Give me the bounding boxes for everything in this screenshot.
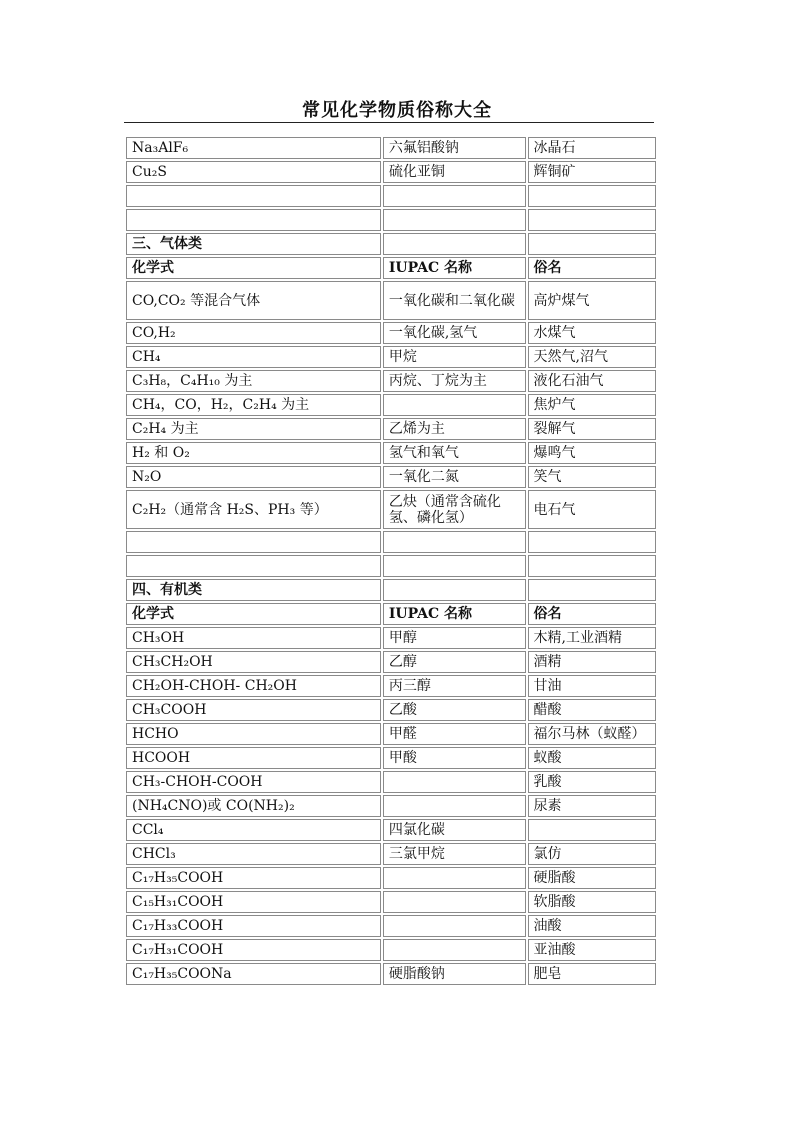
table-row	[126, 675, 656, 697]
table-row	[126, 466, 656, 488]
formula-cell: 化学式	[126, 603, 381, 625]
formula-cell: HCHO	[126, 723, 381, 745]
common-name-cell: 酒精	[528, 651, 656, 673]
table-row	[126, 795, 656, 817]
iupac-name-cell: 一氧化二氮	[383, 466, 526, 488]
iupac-name-cell	[383, 233, 526, 255]
table-row	[126, 747, 656, 769]
iupac-name-cell: 一氧化碳和二氧化碳	[383, 281, 526, 320]
iupac-name-cell: 三氯甲烷	[383, 843, 526, 865]
common-name-cell: 冰晶石	[528, 137, 656, 159]
table-row	[126, 257, 656, 279]
iupac-name-cell: 硬脂酸钠	[383, 963, 526, 985]
common-name-cell: 醋酸	[528, 699, 656, 721]
common-name-cell	[528, 233, 656, 255]
table-row	[126, 771, 656, 793]
page-title: 常见化学物质俗称大全	[302, 100, 492, 121]
formula-cell: CH₂OH-CHOH- CH₂OH	[126, 675, 381, 697]
common-name-cell: 甘油	[528, 675, 656, 697]
common-name-cell: 亚油酸	[528, 939, 656, 961]
formula-cell: 化学式	[126, 257, 381, 279]
table-row	[126, 915, 656, 937]
common-name-cell: 水煤气	[528, 322, 656, 344]
common-name-cell	[528, 531, 656, 553]
iupac-name-cell	[383, 185, 526, 207]
table-row	[126, 555, 656, 577]
iupac-name-cell: 乙酸	[383, 699, 526, 721]
iupac-name-cell	[383, 915, 526, 937]
iupac-name-cell	[383, 795, 526, 817]
formula-cell: CH₄	[126, 346, 381, 368]
table-row	[126, 442, 656, 464]
common-name-cell	[528, 819, 656, 841]
table-row	[126, 281, 656, 320]
iupac-name-cell	[383, 531, 526, 553]
iupac-name-cell: 丙三醇	[383, 675, 526, 697]
common-name-cell	[528, 185, 656, 207]
iupac-name-cell: 甲醇	[383, 627, 526, 649]
formula-cell	[126, 209, 381, 231]
iupac-name-cell	[383, 209, 526, 231]
formula-cell: CH₃-CHOH-COOH	[126, 771, 381, 793]
common-name-cell: 乳酸	[528, 771, 656, 793]
iupac-name-cell: 氢气和氧气	[383, 442, 526, 464]
common-name-cell: 裂解气	[528, 418, 656, 440]
iupac-name-cell	[383, 939, 526, 961]
formula-cell: C₁₇H₃₁COOH	[126, 939, 381, 961]
iupac-name-cell: 甲烷	[383, 346, 526, 368]
iupac-name-cell: 丙烷、丁烷为主	[383, 370, 526, 392]
substance-table	[124, 135, 658, 987]
common-name-cell: 蚁酸	[528, 747, 656, 769]
table-row	[126, 867, 656, 889]
formula-cell: Na₃AlF₆	[126, 137, 381, 159]
iupac-name-cell: 四氯化碳	[383, 819, 526, 841]
formula-cell: CH₃COOH	[126, 699, 381, 721]
formula-cell: HCOOH	[126, 747, 381, 769]
common-name-cell: 俗名	[528, 603, 656, 625]
table-row	[126, 322, 656, 344]
formula-cell: H₂ 和 O₂	[126, 442, 381, 464]
common-name-cell: 高炉煤气	[528, 281, 656, 320]
table-row	[126, 579, 656, 601]
common-name-cell: 硬脂酸	[528, 867, 656, 889]
table-row	[126, 891, 656, 913]
iupac-name-cell	[383, 579, 526, 601]
table-row	[126, 394, 656, 416]
common-name-cell: 天然气,沼气	[528, 346, 656, 368]
common-name-cell	[528, 579, 656, 601]
common-name-cell	[528, 555, 656, 577]
table-row	[126, 346, 656, 368]
common-name-cell: 尿素	[528, 795, 656, 817]
table-row	[126, 699, 656, 721]
table-row	[126, 651, 656, 673]
formula-cell: C₁₇H₃₅COONa	[126, 963, 381, 985]
iupac-name-cell	[383, 867, 526, 889]
table-row	[126, 723, 656, 745]
table-row	[126, 627, 656, 649]
formula-cell: Cu₂S	[126, 161, 381, 183]
common-name-cell: 福尔马林（蚁醛）	[528, 723, 656, 745]
table-row	[126, 209, 656, 231]
iupac-name-cell: 甲酸	[383, 747, 526, 769]
iupac-name-cell: 乙烯为主	[383, 418, 526, 440]
iupac-name-cell	[383, 891, 526, 913]
common-name-cell: 辉铜矿	[528, 161, 656, 183]
iupac-name-cell: 乙炔（通常含硫化氢、磷化氢）	[383, 490, 526, 529]
table-row	[126, 370, 656, 392]
iupac-name-cell: 一氧化碳,氢气	[383, 322, 526, 344]
formula-cell: CHCl₃	[126, 843, 381, 865]
common-name-cell: 电石气	[528, 490, 656, 529]
common-name-cell: 软脂酸	[528, 891, 656, 913]
table-row	[126, 161, 656, 183]
formula-cell: N₂O	[126, 466, 381, 488]
formula-cell: CH₃OH	[126, 627, 381, 649]
formula-cell	[126, 555, 381, 577]
table-row	[126, 531, 656, 553]
table-body	[126, 137, 656, 985]
common-name-cell: 笑气	[528, 466, 656, 488]
table-row	[126, 603, 656, 625]
iupac-name-cell	[383, 555, 526, 577]
formula-cell: CH₄，CO，H₂，C₂H₄ 为主	[126, 394, 381, 416]
formula-cell: C₂H₄ 为主	[126, 418, 381, 440]
formula-cell: C₁₇H₃₅COOH	[126, 867, 381, 889]
common-name-cell: 俗名	[528, 257, 656, 279]
common-name-cell: 氯仿	[528, 843, 656, 865]
iupac-name-cell: 乙醇	[383, 651, 526, 673]
common-name-cell: 焦炉气	[528, 394, 656, 416]
formula-cell: CH₃CH₂OH	[126, 651, 381, 673]
common-name-cell: 肥皂	[528, 963, 656, 985]
formula-cell: (NH₄CNO)或 CO(NH₂)₂	[126, 795, 381, 817]
table-row	[126, 418, 656, 440]
formula-cell	[126, 531, 381, 553]
formula-cell: 四、有机类	[126, 579, 381, 601]
table-row	[126, 137, 656, 159]
iupac-name-cell: 六氟铝酸钠	[383, 137, 526, 159]
iupac-name-cell	[383, 394, 526, 416]
formula-cell: C₁₅H₃₁COOH	[126, 891, 381, 913]
common-name-cell: 爆鸣气	[528, 442, 656, 464]
formula-cell: CO,CO₂ 等混合气体	[126, 281, 381, 320]
table-row	[126, 819, 656, 841]
common-name-cell: 木精,工业酒精	[528, 627, 656, 649]
formula-cell: CO,H₂	[126, 322, 381, 344]
table-row	[126, 963, 656, 985]
table-row	[126, 185, 656, 207]
formula-cell: C₁₇H₃₃COOH	[126, 915, 381, 937]
common-name-cell: 液化石油气	[528, 370, 656, 392]
table-row	[126, 843, 656, 865]
iupac-name-cell: IUPAC 名称	[383, 603, 526, 625]
formula-cell	[126, 185, 381, 207]
iupac-name-cell	[383, 771, 526, 793]
iupac-name-cell: 硫化亚铜	[383, 161, 526, 183]
formula-cell: 三、气体类	[126, 233, 381, 255]
formula-cell: C₂H₂（通常含 H₂S、PH₃ 等）	[126, 490, 381, 529]
table-row	[126, 490, 656, 529]
title-underline	[124, 122, 654, 123]
table-row	[126, 939, 656, 961]
common-name-cell	[528, 209, 656, 231]
formula-cell: CCl₄	[126, 819, 381, 841]
formula-cell: C₃H₈，C₄H₁₀ 为主	[126, 370, 381, 392]
iupac-name-cell: IUPAC 名称	[383, 257, 526, 279]
iupac-name-cell: 甲醛	[383, 723, 526, 745]
table-row	[126, 233, 656, 255]
common-name-cell: 油酸	[528, 915, 656, 937]
